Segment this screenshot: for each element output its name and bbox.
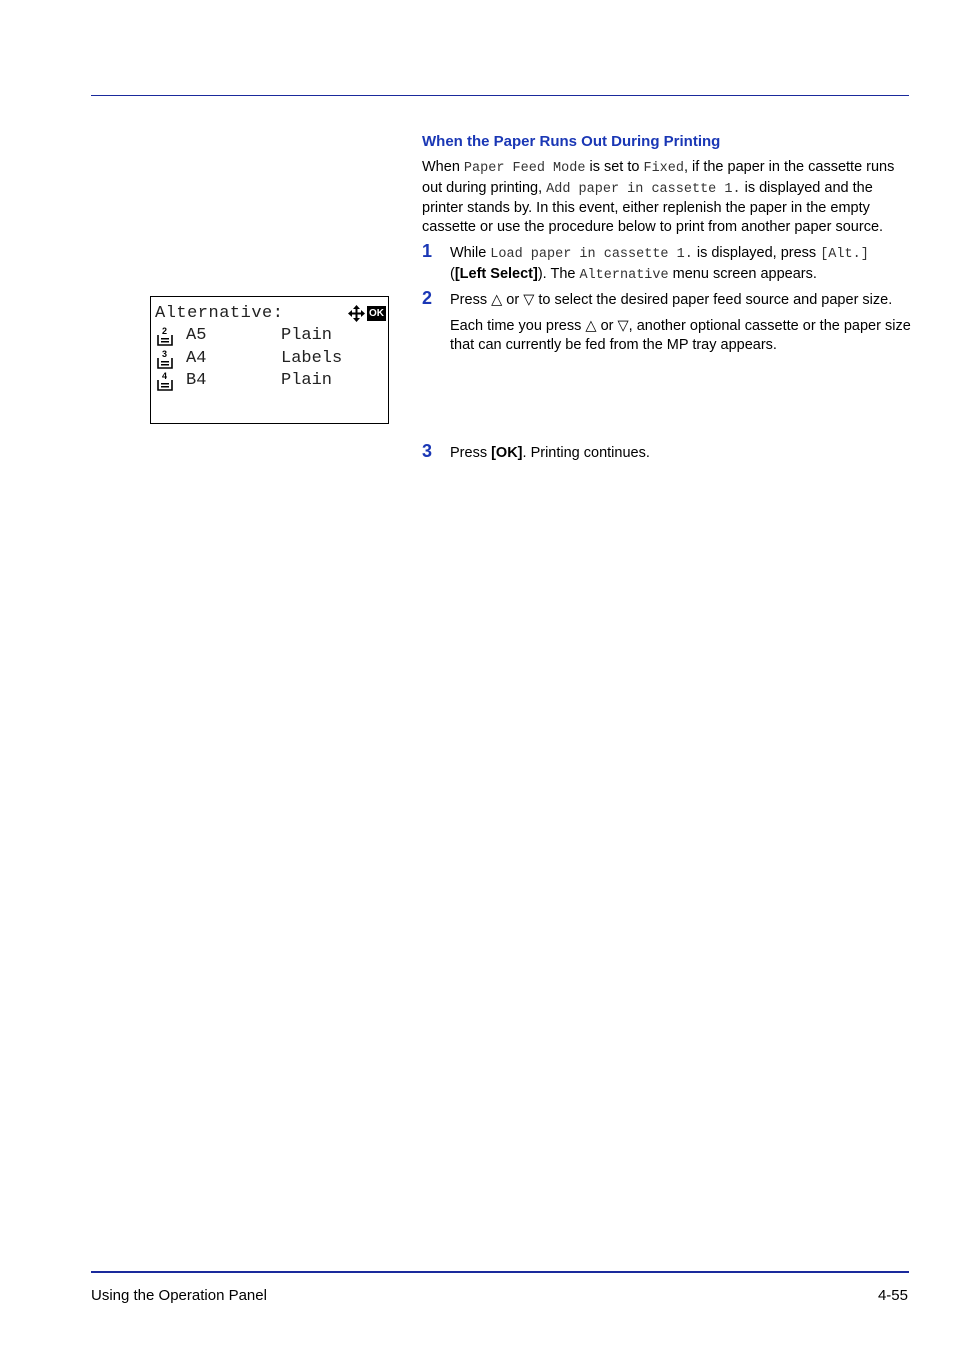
- step-1-number: 1: [422, 241, 433, 261]
- alternative-menu-name: Alternative: [579, 267, 669, 283]
- intro-paragraph: When Paper Feed Mode is set to Fixed, if the paper in the cassette runs out during printing, Add paper in cassette 1. is displayed and the printer stands by. In this event, either replenish the paper in the empty cassette or use the procedure below to print from another paper source.: [422, 159, 895, 235]
- step-2-detail: Each time you press △ or ▽, another optional cassette or the paper size that can currently be fed from the MP tray appears.: [450, 318, 911, 353]
- step-3-text: Press [OK]. Printing continues.: [450, 445, 650, 461]
- step-2-text: Press △ or ▽ to select the desired paper feed source and paper size.: [450, 292, 893, 308]
- paper-type: Labels: [281, 349, 343, 368]
- footer-section-title: Using the Operation Panel: [91, 1287, 267, 1304]
- mode-value: Fixed: [643, 161, 684, 176]
- four-way-arrow-icon: [348, 305, 365, 322]
- lcd-row: [157, 349, 385, 371]
- cassette-icon: [157, 371, 173, 391]
- ok-key: [OK]: [491, 445, 523, 461]
- page-number: 4-55: [877, 1287, 908, 1304]
- svg-text:2: 2: [162, 326, 168, 336]
- step-2-number: 2: [422, 288, 433, 308]
- cassette-icon: [157, 326, 173, 346]
- paper-type: Plain: [281, 326, 333, 345]
- lcd-screen: [150, 296, 389, 424]
- load-paper-message: Load paper in cassette 1.: [490, 247, 693, 262]
- header-rule: [91, 95, 909, 96]
- mode-name: Paper Feed Mode: [463, 161, 586, 176]
- svg-text:3: 3: [162, 349, 168, 359]
- paper-size: A4: [186, 349, 207, 368]
- section-heading: When the Paper Runs Out During Printing: [422, 133, 721, 150]
- step-3-number: 3: [422, 441, 433, 461]
- paper-size: B4: [186, 371, 207, 390]
- cassette-icon: [157, 349, 173, 369]
- step-1-text: While Load paper in cassette 1. is displayed, press [Alt.] ([Left Select]). The Alternative menu screen appears.: [450, 245, 869, 283]
- lcd-row: [157, 371, 385, 393]
- ok-icon: OK: [369, 308, 384, 319]
- paper-size: A5: [186, 326, 207, 345]
- svg-text:4: 4: [162, 371, 168, 381]
- paper-type: Plain: [281, 371, 333, 390]
- lcd-title: Alternative:: [155, 304, 284, 323]
- alt-key: [Alt.]: [820, 247, 869, 262]
- left-select-key: [Left Select]: [454, 265, 538, 282]
- add-paper-message: Add paper in cassette 1.: [546, 181, 741, 197]
- footer-rule: [91, 1271, 909, 1273]
- lcd-row: [157, 326, 385, 348]
